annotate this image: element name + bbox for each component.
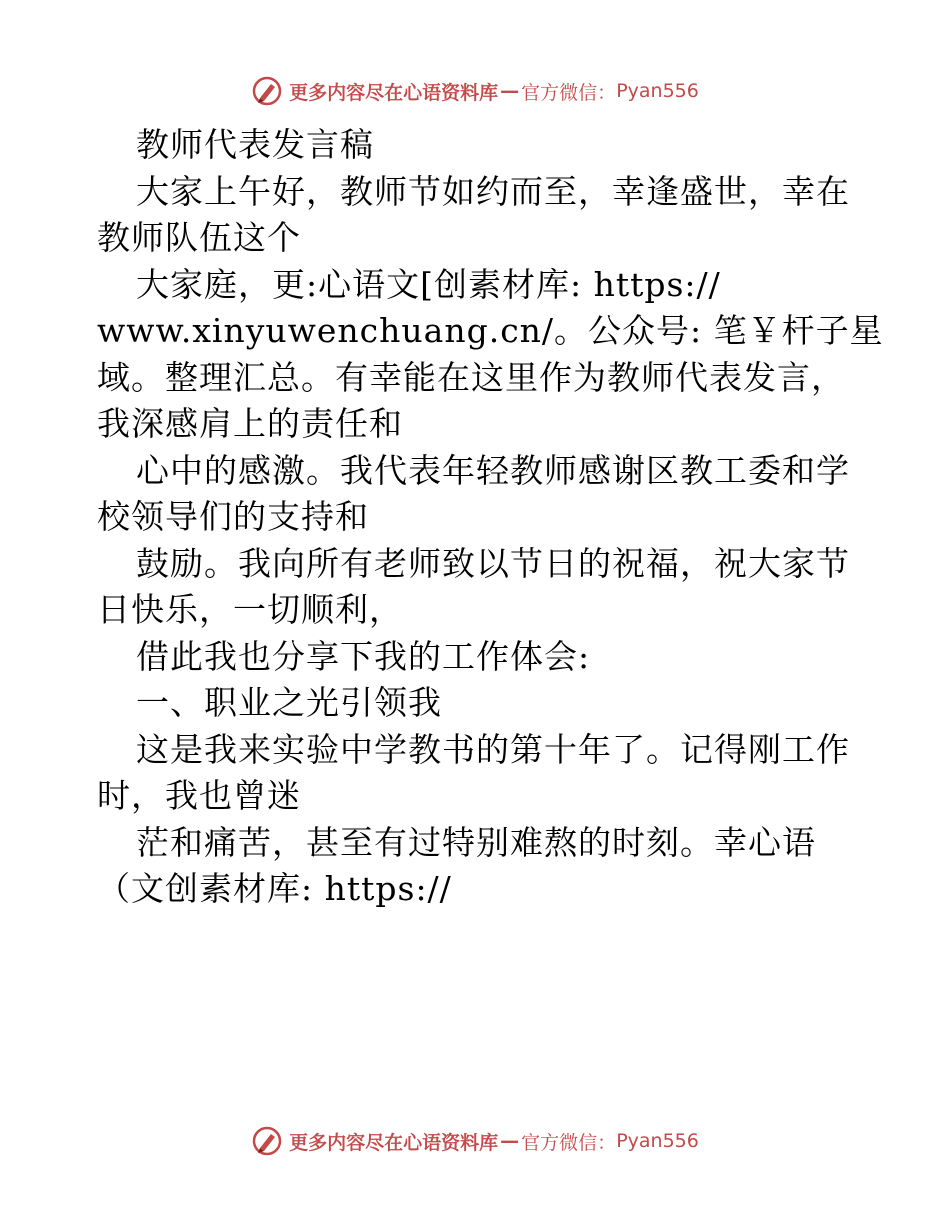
- text-line: 一、职业之光引领我: [136, 683, 442, 722]
- text-line: 心中的感激。我代表年轻教师感谢区教工委和学: [136, 450, 850, 490]
- banner-text: 更多内容尽在心语资料库: [289, 1131, 499, 1154]
- banner-official-label: 官方微信：: [521, 1131, 617, 1154]
- text-line: 时，我也曾迷: [97, 776, 301, 815]
- text-line: 日快乐，一切顺利，: [97, 590, 403, 629]
- banner-wechat-id: Pyan556: [616, 80, 699, 102]
- banner-separator: —: [500, 80, 520, 102]
- text-line: 大家庭，更:心语文[创素材库: https://: [136, 264, 721, 304]
- document-body: [97, 122, 884, 913]
- text-line: 这是我来实验中学教书的第十年了。记得刚工作: [136, 729, 850, 769]
- banner-wechat-id: Pyan556: [616, 1130, 699, 1152]
- text-line: 鼓励。我向所有老师致以节日的祝福，祝大家节: [136, 543, 850, 583]
- footer-banner: [0, 1121, 950, 1161]
- text-line: 借此我也分享下我的工作体会:: [136, 636, 591, 676]
- banner-text: 更多内容尽在心语资料库: [289, 81, 499, 104]
- text-line: 教师队伍这个: [97, 218, 301, 257]
- text-line: 校领导们的支持和: [97, 497, 369, 536]
- header-banner: [0, 71, 950, 111]
- text-line: （文创素材库: https://: [97, 869, 452, 908]
- pen-logo-icon: [251, 75, 283, 107]
- text-line: 教师代表发言稿: [136, 125, 374, 164]
- text-line: 茫和痛苦，甚至有过特别难熬的时刻。幸心语: [136, 822, 816, 862]
- banner-separator: —: [500, 1130, 520, 1152]
- pen-logo-icon: [251, 1125, 283, 1157]
- text-line: 域。整理汇总。有幸能在这里作为教师代表发言，: [97, 357, 845, 397]
- text-line: 大家上午好，教师节如约而至，幸逢盛世，幸在: [136, 171, 850, 211]
- text-line: 我深感肩上的责任和: [97, 404, 403, 443]
- banner-official-label: 官方微信：: [521, 81, 617, 104]
- text-line: www.xinyuwenchuang.cn/。公众号: 笔￥杆子星: [97, 311, 884, 350]
